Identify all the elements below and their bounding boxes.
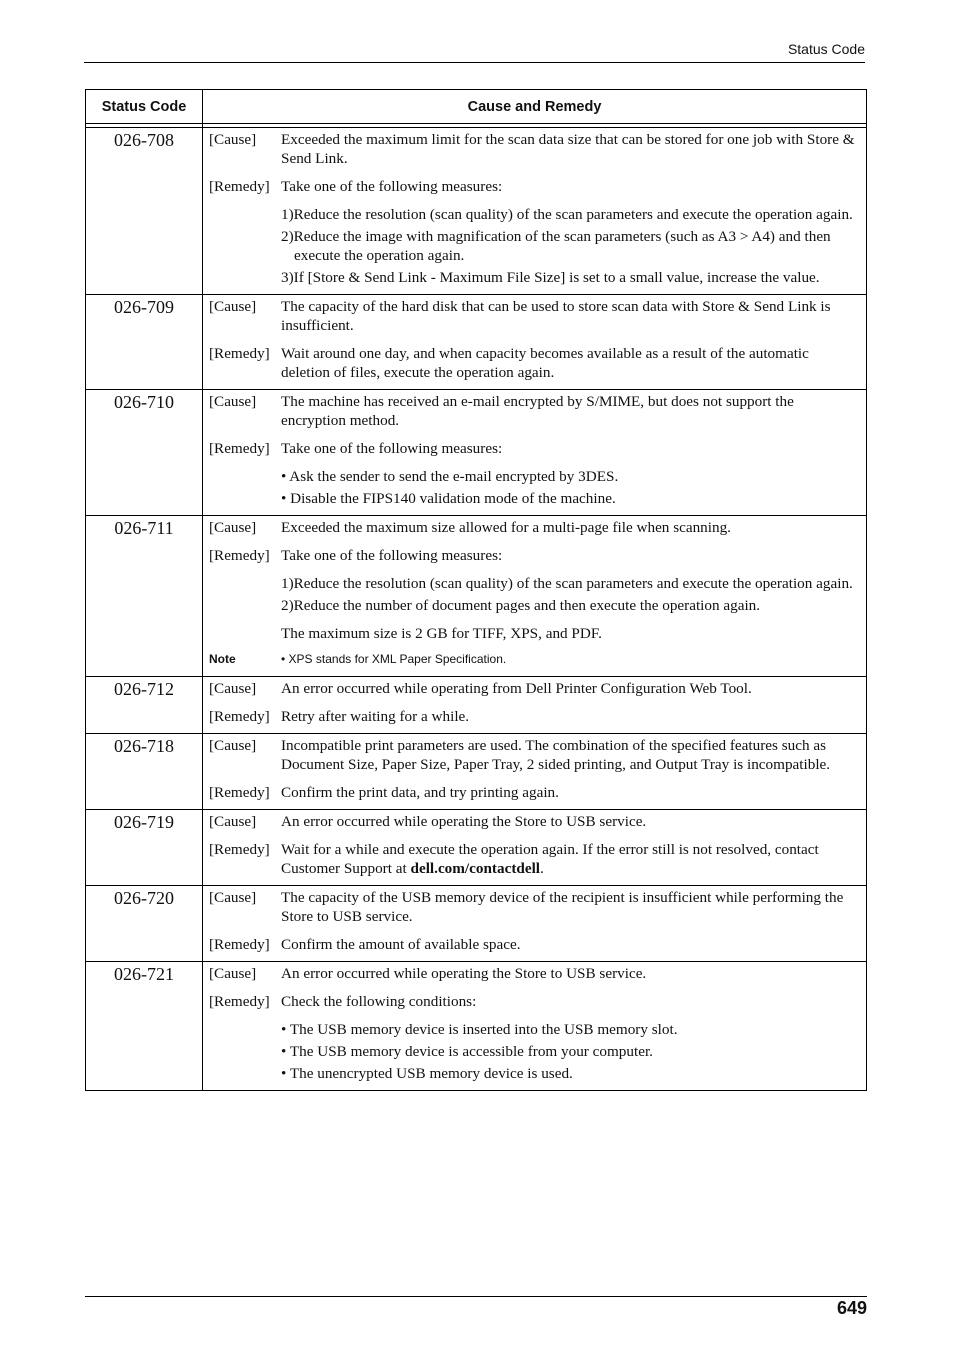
bullet-item: • The USB memory device is inserted into the USB memory slot. (281, 1021, 678, 1038)
measure-list (281, 467, 860, 508)
entry-text (281, 344, 860, 382)
note (209, 650, 860, 669)
entry-text-main: An error occurred while operating the Store to USB service. (281, 965, 647, 982)
entry-label: [Remedy] (209, 178, 270, 195)
cause-remedy-cell (203, 677, 867, 734)
entry-text-main: Retry after waiting for a while. (281, 708, 470, 725)
numbered-item: 1)Reduce the resolution (scan quality) of the scan parameters and execute the operation again. (281, 206, 853, 223)
table-row (86, 516, 867, 677)
bullet-item: • The unencrypted USB memory device is used. (281, 1065, 573, 1082)
status-code: 026-712 (86, 677, 203, 734)
bullet-item: • Ask the sender to send the e-mail encrypted by 3DES. (281, 468, 619, 485)
entry-text-main: The capacity of the USB memory device of the recipient is insufficient while performing the Store to USB service. (281, 889, 844, 925)
entry (209, 177, 860, 196)
cause-remedy-cell (203, 734, 867, 810)
entry (209, 736, 860, 774)
status-code: 026-719 (86, 810, 203, 886)
table-row (86, 128, 867, 295)
cause-remedy-cell (203, 128, 867, 295)
entry-text (281, 439, 860, 458)
entry-text (281, 546, 860, 565)
entry-text (281, 736, 860, 774)
entry (209, 546, 860, 565)
additional-info: The maximum size is 2 GB for TIFF, XPS, and PDF. (281, 625, 602, 642)
entry (209, 130, 860, 168)
status-code: 026-718 (86, 734, 203, 810)
entry-text (281, 679, 860, 698)
cause-remedy-cell (203, 390, 867, 516)
entry-text-main: Check the following conditions: (281, 993, 477, 1010)
table-body (86, 124, 867, 1091)
entry (209, 888, 860, 926)
entry-text-main: Take one of the following measures: (281, 178, 503, 195)
entry-text-main: The machine has received an e-mail encrypted by S/MIME, but does not support the encryption method. (281, 393, 794, 429)
note-text: • XPS stands for XML Paper Specification. (281, 652, 507, 666)
entry (209, 707, 860, 726)
entry-label: [Cause] (209, 813, 257, 830)
entry-text (281, 177, 860, 196)
entry-text (281, 992, 860, 1011)
cause-remedy-cell (203, 886, 867, 962)
column-header-status-code: Status Code (86, 90, 203, 124)
table-row (86, 677, 867, 734)
support-link: dell.com/contactdell (410, 860, 541, 877)
entry-text (281, 812, 860, 831)
cause-remedy-cell (203, 295, 867, 390)
entry-label: [Cause] (209, 965, 257, 982)
entry (209, 964, 860, 983)
entry-label: [Remedy] (209, 708, 270, 725)
numbered-item: 3)If [Store & Send Link - Maximum File Size] is set to a small value, increase the value. (281, 269, 820, 286)
cause-remedy-cell (203, 516, 867, 677)
entry (209, 344, 860, 382)
entry-text (281, 783, 860, 802)
entry-text (281, 297, 860, 335)
entry-label: [Cause] (209, 889, 257, 906)
entry (209, 679, 860, 698)
status-code-table (85, 89, 867, 1091)
section-title: Status Code (787, 41, 865, 57)
entry (209, 812, 860, 831)
column-header-cause-remedy: Cause and Remedy (203, 90, 867, 124)
entry (209, 783, 860, 802)
entry-label: [Remedy] (209, 784, 270, 801)
entry-text-main: The capacity of the hard disk that can be used to store scan data with Store & Send Link is insufficient. (281, 298, 831, 334)
status-code: 026-711 (86, 516, 203, 677)
numbered-item: 1)Reduce the resolution (scan quality) of the scan parameters and execute the operation again. (281, 575, 853, 592)
cause-remedy-cell (203, 962, 867, 1091)
measure-list (281, 574, 860, 615)
entry-text-main: Incompatible print parameters are used. The combination of the specified features such as Document Size, Paper Size, Paper Tray, 2 sided printing, and Output Tray is incompatible. (281, 737, 831, 773)
note-label: Note (209, 652, 236, 666)
entry-text (281, 707, 860, 726)
entry-label: [Remedy] (209, 345, 270, 362)
entry-text (281, 130, 860, 168)
table-row (86, 390, 867, 516)
entry-text (281, 888, 860, 926)
entry-text (281, 964, 860, 983)
entry-text-end: . (540, 860, 544, 877)
entry-text-main: Wait for a while and execute the operation again. If the error still is not resolved, contact Customer Support at (281, 841, 819, 877)
status-code: 026-721 (86, 962, 203, 1091)
table-header-row (86, 90, 867, 124)
entry-text (281, 840, 860, 878)
cause-remedy-cell (203, 810, 867, 886)
entry-text-main: Exceeded the maximum size allowed for a multi-page file when scanning. (281, 519, 731, 536)
table-row (86, 962, 867, 1091)
page-header (84, 40, 865, 63)
page-number: 649 (836, 1298, 867, 1318)
entry-text-main: Confirm the amount of available space. (281, 936, 521, 953)
entry-label: [Cause] (209, 680, 257, 697)
entry-text-main: Take one of the following measures: (281, 440, 503, 457)
entry-label: [Remedy] (209, 936, 270, 953)
entry-label: [Cause] (209, 131, 257, 148)
measure-list (281, 1020, 860, 1083)
measure-list (281, 205, 860, 287)
entry-label: [Remedy] (209, 841, 270, 858)
entry-label: [Remedy] (209, 440, 270, 457)
bullet-item: • Disable the FIPS140 validation mode of the machine. (281, 490, 616, 507)
entry (209, 297, 860, 335)
status-code: 026-720 (86, 886, 203, 962)
entry-text-main: An error occurred while operating the Store to USB service. (281, 813, 647, 830)
status-code: 026-708 (86, 128, 203, 295)
bullet-item: • The USB memory device is accessible from your computer. (281, 1043, 653, 1060)
entry (209, 392, 860, 430)
entry (209, 518, 860, 537)
entry-text (281, 392, 860, 430)
entry-text-main: Wait around one day, and when capacity becomes available as a result of the automatic deletion of files, execute the operation again. (281, 345, 809, 381)
entry-text-main: Exceeded the maximum limit for the scan data size that can be stored for one job with Store & Send Link. (281, 131, 855, 167)
entry (209, 935, 860, 954)
entry (209, 840, 860, 878)
entry-text-main: Take one of the following measures: (281, 547, 503, 564)
entry-label: [Cause] (209, 298, 257, 315)
table-row (86, 734, 867, 810)
entry-text-main: Confirm the print data, and try printing again. (281, 784, 559, 801)
numbered-item: 2)Reduce the image with magnification of the scan parameters (such as A3 > A4) and then execute the operation again. (281, 228, 831, 264)
status-code: 026-709 (86, 295, 203, 390)
entry-label: [Remedy] (209, 547, 270, 564)
entry (209, 992, 860, 1011)
numbered-item: 2)Reduce the number of document pages and then execute the operation again. (281, 597, 761, 614)
entry-label: [Cause] (209, 737, 257, 754)
entry (209, 439, 860, 458)
page-footer (85, 1296, 867, 1318)
status-code: 026-710 (86, 390, 203, 516)
table-row (86, 295, 867, 390)
entry-label: [Cause] (209, 393, 257, 410)
entry-label: [Cause] (209, 519, 257, 536)
entry-text-main: An error occurred while operating from Dell Printer Configuration Web Tool. (281, 680, 752, 697)
table-row (86, 810, 867, 886)
entry-text (281, 518, 860, 537)
table-row (86, 886, 867, 962)
entry-text (281, 935, 860, 954)
entry-label: [Remedy] (209, 993, 270, 1010)
